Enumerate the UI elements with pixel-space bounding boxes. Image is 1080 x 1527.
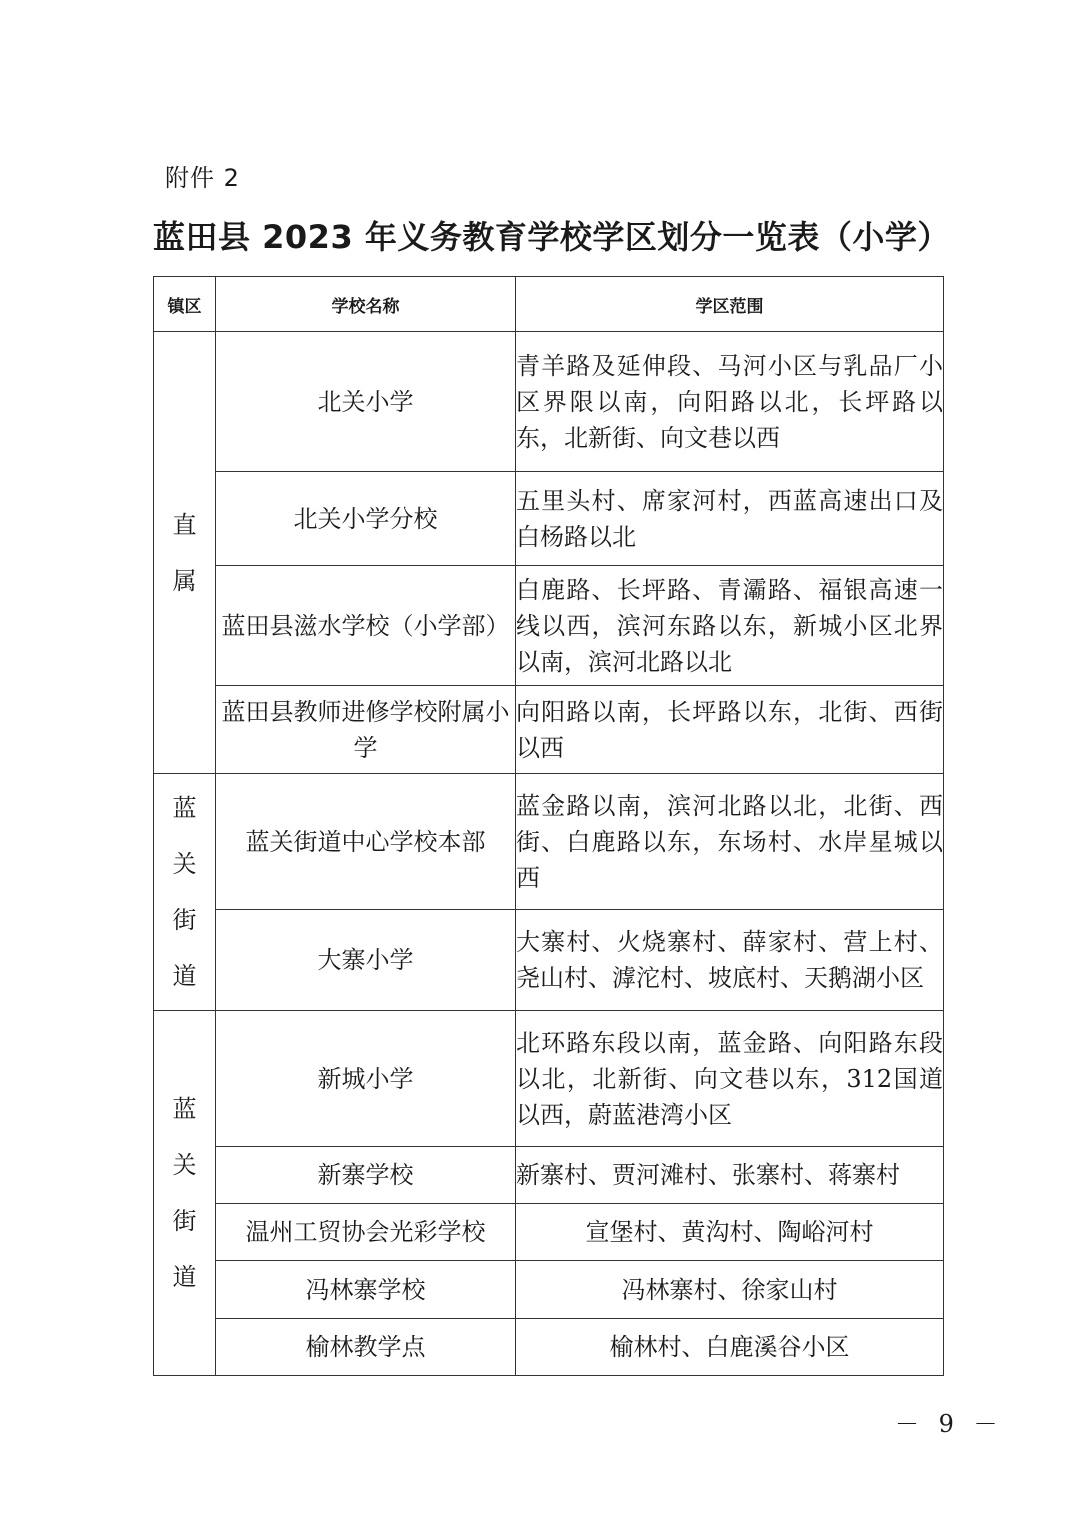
district-range: 向阳路以南，长坪路以东，北街、西街以西 [516, 686, 944, 774]
school-name: 榆林教学点 [216, 1319, 516, 1376]
page-number: － 9 － [895, 1410, 1004, 1438]
school-name: 蓝田县滋水学校（小学部） [216, 566, 516, 686]
school-name: 新城小学 [216, 1011, 516, 1147]
school-name: 冯林寨学校 [216, 1261, 516, 1319]
table-row [154, 1319, 944, 1376]
district-range: 大寨村、火烧寨村、薛家村、营上村、尧山村、滹沱村、坡底村、天鹅湖小区 [516, 910, 944, 1011]
table-row [154, 1147, 944, 1204]
district-range: 五里头村、席家河村，西蓝高速出口及白杨路以北 [516, 472, 944, 566]
header-range: 学区范围 [516, 277, 944, 332]
school-name: 蓝田县教师进修学校附属小学 [216, 686, 516, 774]
header-town: 镇区 [154, 277, 216, 332]
school-name: 北关小学分校 [216, 472, 516, 566]
school-name: 温州工贸协会光彩学校 [216, 1204, 516, 1261]
district-range: 蓝金路以南，滨河北路以北，北街、西街、白鹿路以东，东场村、水岸星城以西 [516, 774, 944, 910]
table-row [154, 910, 944, 1011]
table-row [154, 1261, 944, 1319]
district-range: 白鹿路、长坪路、青灞路、福银高速一线以西，滨河东路以东，新城小区北界以南，滨河北路以北 [516, 566, 944, 686]
table-row [154, 332, 944, 472]
district-range: 宣堡村、黄沟村、陶峪河村 [516, 1204, 944, 1261]
school-district-table [153, 276, 944, 1376]
table-row [154, 1011, 944, 1147]
school-name: 新寨学校 [216, 1147, 516, 1204]
district-range: 北环路东段以南，蓝金路、向阳路东段以北，北新街、向文巷以东，312国道以西，蔚蓝港湾小区 [516, 1011, 944, 1147]
table-row [154, 1204, 944, 1261]
table-row [154, 472, 944, 566]
table-header-row [154, 277, 944, 332]
school-name: 大寨小学 [216, 910, 516, 1011]
district-range: 榆林村、白鹿溪谷小区 [516, 1319, 944, 1376]
document-title: 蓝田县 2023 年义务教育学校学区划分一览表（小学） [153, 218, 950, 256]
town-cell: 蓝 关 街 道 [154, 774, 216, 1011]
table-row [154, 566, 944, 686]
header-school: 学校名称 [216, 277, 516, 332]
school-name: 北关小学 [216, 332, 516, 472]
attachment-label: 附件 2 [165, 164, 240, 192]
district-range: 新寨村、贾河滩村、张寨村、蒋寨村 [516, 1147, 944, 1204]
town-cell: 直 属 [154, 332, 216, 774]
town-cell: 蓝 关 街 道 [154, 1011, 216, 1376]
district-range: 青羊路及延伸段、马河小区与乳品厂小区界限以南，向阳路以北，长坪路以东，北新街、向文巷以西 [516, 332, 944, 472]
school-name: 蓝关街道中心学校本部 [216, 774, 516, 910]
table-row [154, 686, 944, 774]
district-range: 冯林寨村、徐家山村 [516, 1261, 944, 1319]
table-row [154, 774, 944, 910]
